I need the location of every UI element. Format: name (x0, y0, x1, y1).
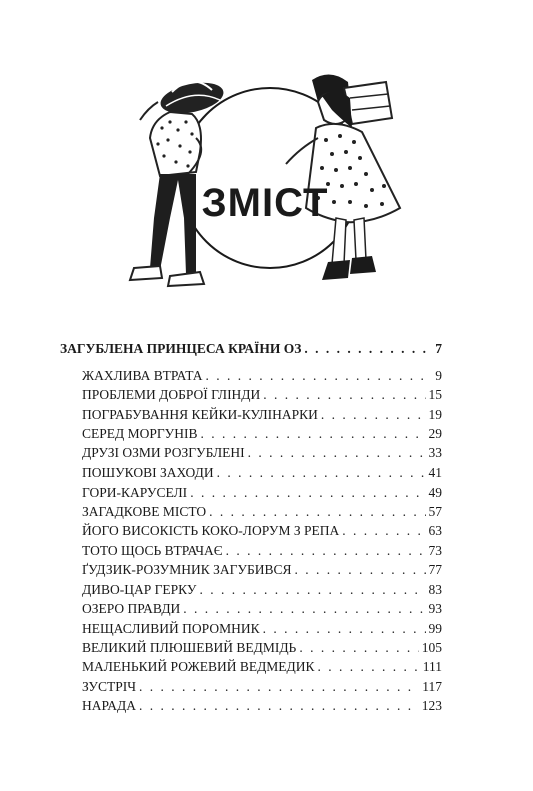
dot-leader (295, 561, 426, 579)
toc-entry-page: 63 (428, 523, 442, 538)
dot-leader (206, 367, 433, 385)
toc-entry (82, 697, 442, 715)
toc-entry (82, 503, 442, 521)
toc-entry-title: ЗАГУБЛЕНА ПРИНЦЕСА КРАЇНИ ОЗ (60, 341, 302, 356)
toc-entry-page: 49 (428, 485, 442, 500)
toc-entry-page: 15 (428, 387, 442, 402)
dot-leader (199, 581, 425, 599)
dot-leader (183, 600, 425, 618)
dot-leader (299, 639, 418, 657)
dot-leader (263, 386, 425, 404)
toc-entry (82, 542, 442, 560)
toc-entry-title: ВЕЛИКИЙ ПЛЮШЕВИЙ ВЕДМІДЬ (82, 640, 297, 655)
toc-entry-title: ГОРИ-КАРУСЕЛІ (82, 485, 188, 500)
toc-entry-title: МАЛЕНЬКИЙ РОЖЕВИЙ ВЕДМЕДИК (82, 659, 315, 674)
toc-entry (82, 678, 442, 696)
toc-entry-title: ТОТО ЩОСЬ ВТРАЧАЄ (82, 543, 223, 558)
toc-entry (82, 620, 442, 638)
toc-entry (82, 639, 442, 657)
toc-entry-title: НАРАДА (82, 698, 136, 713)
toc-entry-page: 57 (428, 504, 442, 519)
toc-entry-title: СЕРЕД МОРГУНІВ (82, 426, 198, 441)
toc-entry-title: ПРОБЛЕМИ ДОБРОЇ ГЛІНДИ (82, 387, 261, 402)
toc-entry (82, 600, 442, 618)
toc-main-entry (60, 340, 442, 358)
toc-entry-page: 33 (428, 445, 442, 460)
dot-leader (139, 678, 419, 696)
toc-entry-page: 29 (428, 426, 442, 441)
toc-entry-title: ҐУДЗИК-РОЗУМНИК ЗАГУБИВСЯ (82, 562, 292, 577)
toc-entry-title: ДИВО-ЦАР ГЕРКУ (82, 582, 197, 597)
toc-entry (82, 406, 442, 424)
toc-entry (82, 561, 442, 579)
toc-entry (82, 367, 442, 385)
dot-leader (209, 503, 425, 521)
toc-entry-page: 83 (428, 582, 442, 597)
toc-entry-page: 19 (428, 407, 442, 422)
toc-entry-title: ПОГРАБУВАННЯ КЕЙКИ-КУЛІНАРКИ (82, 407, 318, 422)
toc-entry (82, 484, 442, 502)
dot-leader (304, 340, 432, 358)
toc-entry-page: 123 (421, 698, 442, 713)
toc-entry-title: ДРУЗІ ОЗМИ РОЗГУБЛЕНІ (82, 445, 245, 460)
dot-leader (342, 522, 425, 540)
toc-entry-title: ПОШУКОВІ ЗАХОДИ (82, 465, 214, 480)
toc-entry (82, 386, 442, 404)
toc-entry-page: 117 (422, 679, 442, 694)
toc-entry-title: ЙОГО ВИСОКІСТЬ КОКО-ЛОРУМ З РЕПА (82, 523, 340, 538)
dot-leader (321, 406, 426, 424)
toc-entry-page: 7 (435, 341, 442, 356)
toc-entry-title: ЗУСТРІЧ (82, 679, 137, 694)
toc-entry (82, 581, 442, 599)
dot-leader (190, 484, 425, 502)
toc-entry-page: 41 (428, 465, 442, 480)
toc-entry (82, 522, 442, 540)
dot-leader (139, 697, 419, 715)
toc-entry (82, 464, 442, 482)
toc-entry-title: ЗАГАДКОВЕ МІСТО (82, 504, 207, 519)
dot-leader (263, 620, 426, 638)
dot-leader (248, 444, 426, 462)
dot-leader (318, 658, 420, 676)
toc-entry-title: ОЗЕРО ПРАВДИ (82, 601, 181, 616)
dot-leader (200, 425, 425, 443)
toc-entry-page: 77 (428, 562, 442, 577)
page-title: ЗМІСТ (201, 181, 329, 225)
toc-entry (82, 425, 442, 443)
toc-entry (82, 658, 442, 676)
dot-leader (217, 464, 426, 482)
toc-entry-page: 9 (435, 368, 442, 383)
toc-entry-page: 93 (428, 601, 442, 616)
toc-entry-title: НЕЩАСЛИВИЙ ПОРОМНИК (82, 621, 260, 636)
toc-entry (82, 444, 442, 462)
toc-entry-title: ЖАХЛИВА ВТРАТА (82, 368, 203, 383)
toc-entry-page: 73 (428, 543, 442, 558)
toc-entry-page: 111 (422, 659, 442, 674)
dot-leader (226, 542, 426, 560)
toc-entry-page: 99 (428, 621, 442, 636)
toc-entry-page: 105 (421, 640, 442, 655)
